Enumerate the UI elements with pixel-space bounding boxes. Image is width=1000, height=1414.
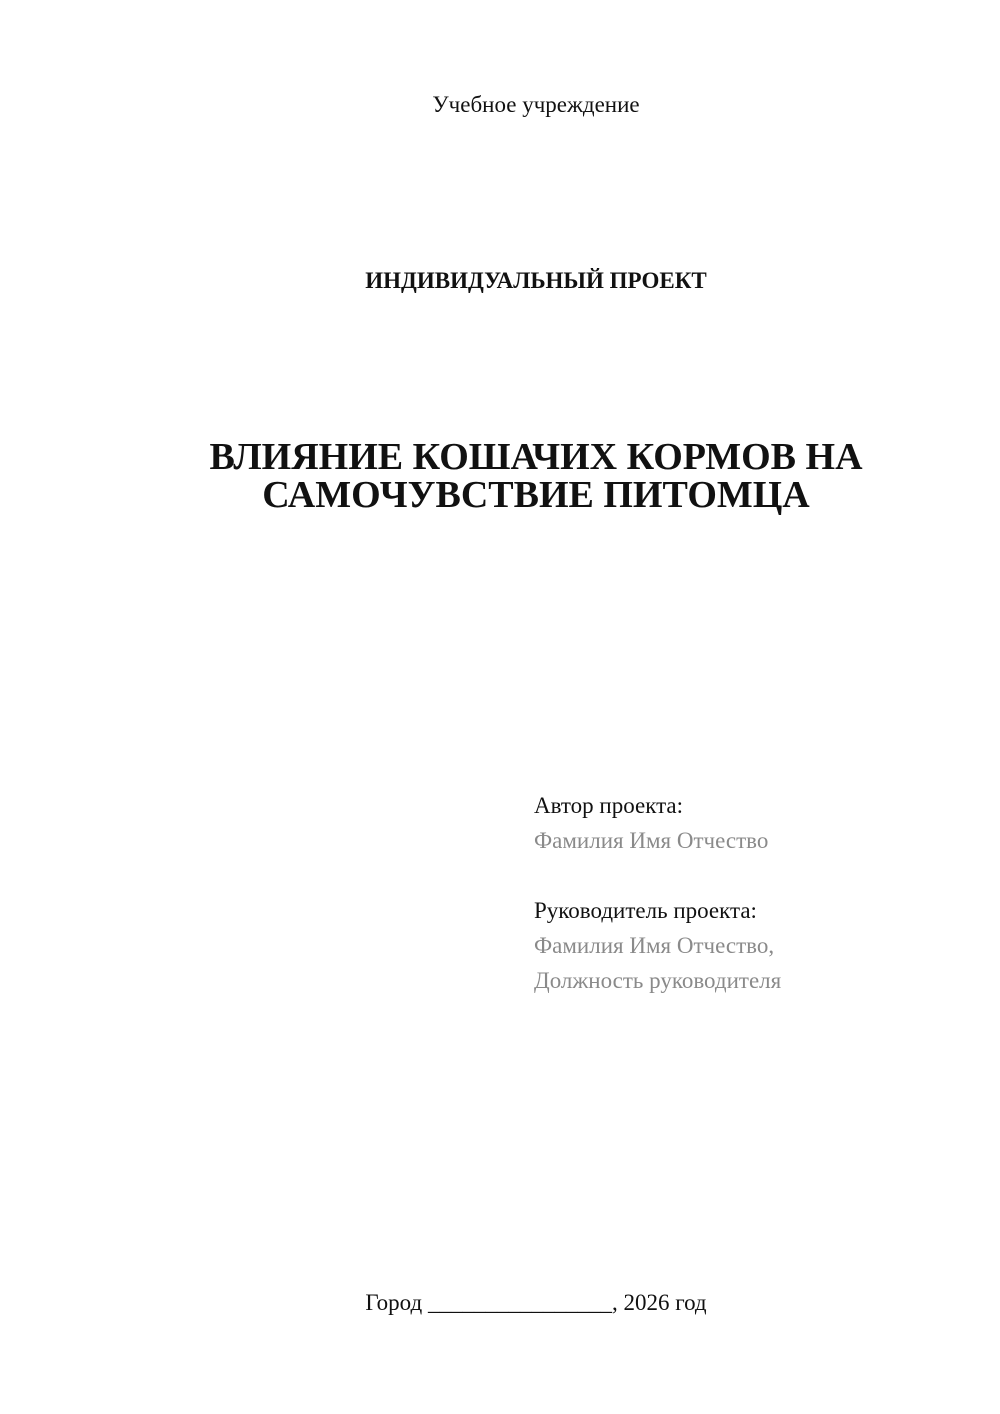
author-name: Фамилия Имя Отчество bbox=[534, 828, 769, 853]
institution-name: Учебное учреждение bbox=[432, 92, 640, 117]
project-title-line-2: САМОЧУВСТВИЕ ПИТОМЦА bbox=[262, 474, 810, 516]
supervisor-name: Фамилия Имя Отчество, bbox=[534, 933, 775, 958]
supervisor-position: Должность руководителя bbox=[534, 968, 782, 993]
info-spacer bbox=[534, 858, 781, 893]
author-label: Автор проекта: bbox=[534, 793, 683, 818]
project-title-line-1: ВЛИЯНИЕ КОШАЧИХ КОРМОВ НА bbox=[209, 436, 863, 478]
city-year-line: Город ________________, 2026 год bbox=[365, 1290, 707, 1315]
project-info-block bbox=[534, 788, 781, 998]
supervisor-label: Руководитель проекта: bbox=[534, 898, 757, 923]
project-type-heading: ИНДИВИДУАЛЬНЫЙ ПРОЕКТ bbox=[365, 268, 707, 293]
project-title bbox=[0, 438, 1000, 514]
